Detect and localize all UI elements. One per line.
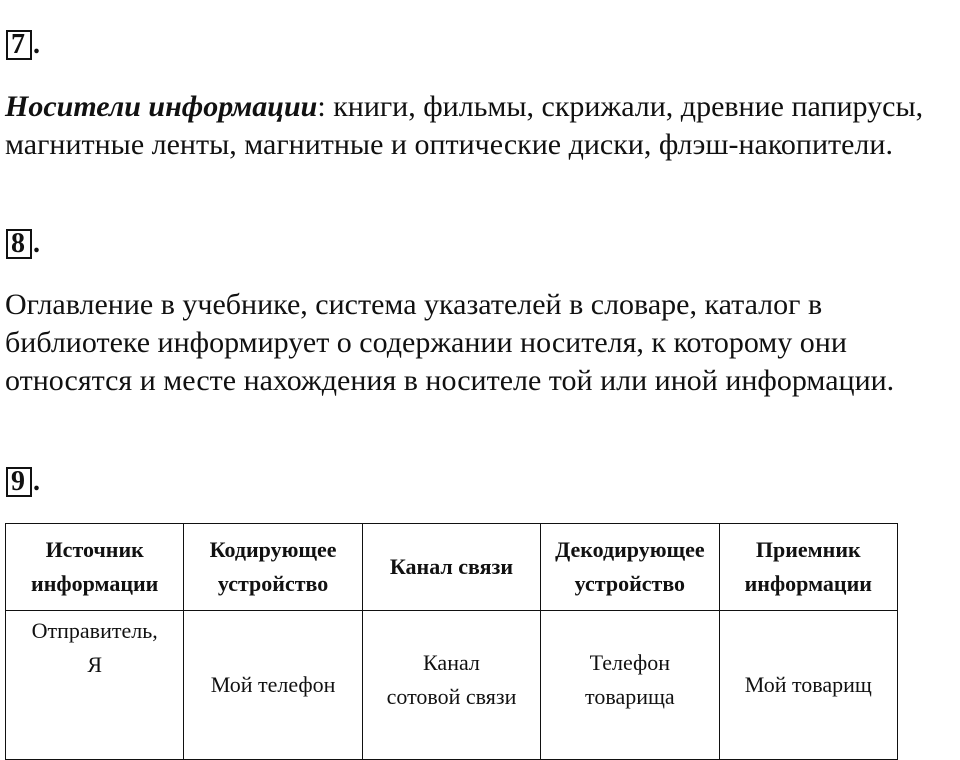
cell-receiver: Мой товарищ bbox=[719, 611, 897, 760]
task-8-paragraph: Оглавление в учебнике, система указателей в словаре, каталог в библиотеке информирует о содержании носителя, к которому они относятся и месте нахождения в носителе той или иной информации. bbox=[5, 288, 895, 397]
task-number-8 bbox=[6, 229, 32, 259]
cell-source: Отправитель, Я bbox=[6, 611, 184, 760]
communication-scheme-table bbox=[5, 523, 898, 760]
task-number-7-label: 7 bbox=[11, 29, 25, 60]
header-channel: Канал связи bbox=[362, 524, 540, 611]
task-number-7-dot: . bbox=[33, 29, 40, 60]
task-7-text: : книги, фильмы, скрижали, древние папирусы, магнитные ленты, магнитные и оптические диски, флэш-накопители. bbox=[5, 90, 924, 161]
task-7-paragraph bbox=[5, 88, 955, 164]
task-number-9-label: 9 bbox=[11, 466, 25, 497]
task-number-7 bbox=[6, 30, 32, 60]
header-receiver: Приемник информации bbox=[719, 524, 897, 611]
task-number-8-label: 8 bbox=[11, 228, 25, 259]
task-number-9-dot: . bbox=[33, 466, 40, 497]
cell-encoder: Мой телефон bbox=[184, 611, 362, 760]
cell-decoder: Телефон товарища bbox=[541, 611, 719, 760]
task-number-8-dot: . bbox=[33, 228, 40, 259]
header-decoder: Декодирующее устройство bbox=[541, 524, 719, 611]
table-row bbox=[6, 611, 898, 760]
task-number-9 bbox=[6, 467, 32, 497]
header-encoder: Кодирующее устройство bbox=[184, 524, 362, 611]
table-header-row bbox=[6, 524, 898, 611]
task-7-term: Носители информации bbox=[5, 90, 318, 123]
header-source: Источник информации bbox=[6, 524, 184, 611]
cell-channel: Канал сотовой связи bbox=[362, 611, 540, 760]
